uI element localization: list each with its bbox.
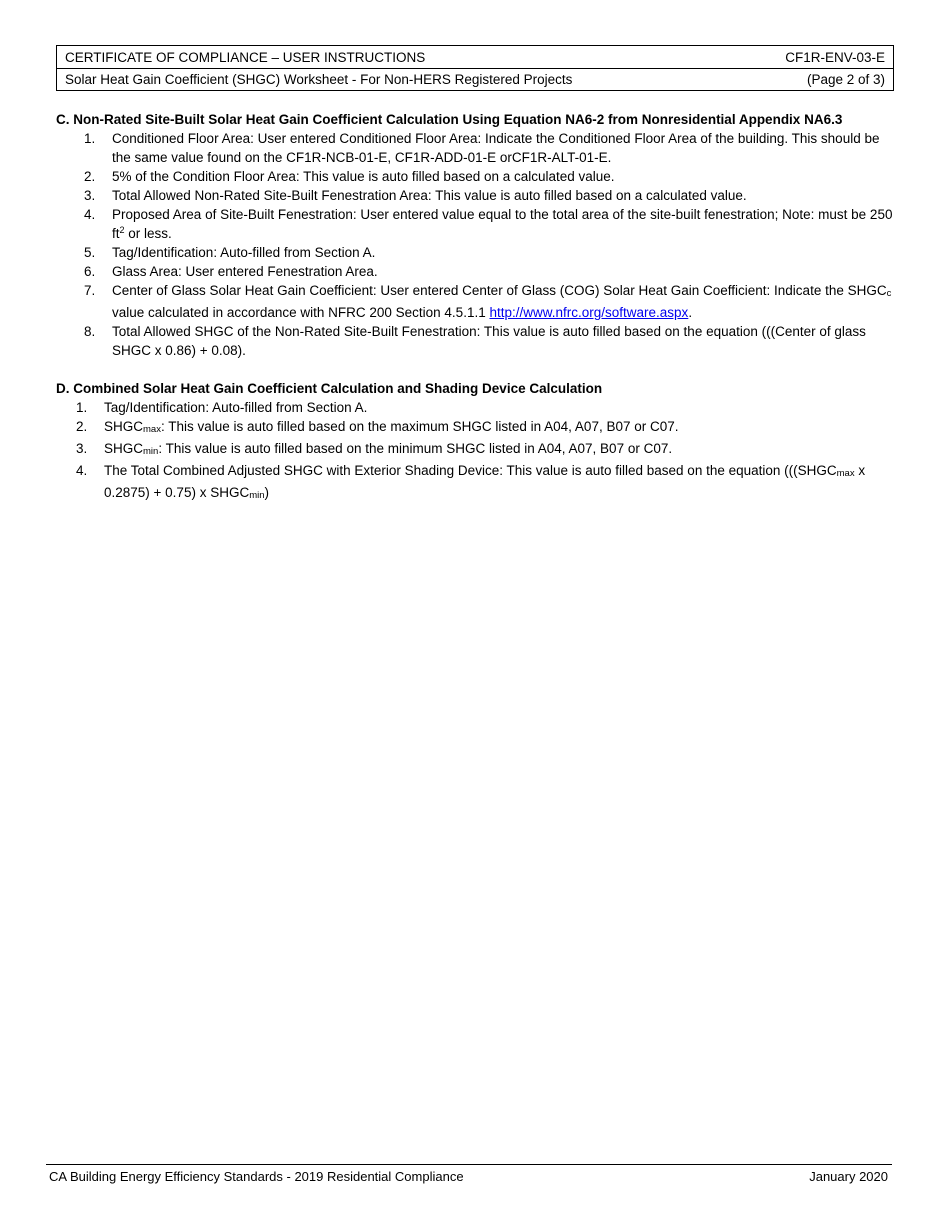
document-body: [56, 110, 896, 505]
list-item: [56, 205, 896, 243]
item-number: 8.: [84, 324, 96, 339]
subscript: min: [249, 490, 265, 501]
header-row-title: [57, 46, 893, 68]
nfrc-software-link[interactable]: http://www.nfrc.org/software.aspx: [489, 305, 689, 320]
list-item: [56, 167, 896, 186]
page-footer: [46, 1164, 892, 1184]
list-item: [56, 262, 896, 281]
item-number: 5.: [84, 245, 96, 260]
item-text: SHGC: [104, 441, 144, 456]
item-text: Center of Glass Solar Heat Gain Coefficient: User entered Center of Glass (COG) Solar Heat Gain Coefficient: Indicate the SHGC: [112, 283, 887, 298]
footer-standards: CA Building Energy Efficiency Standards - 2019 Residential Compliance: [49, 1169, 464, 1184]
section-c-list: [56, 129, 896, 360]
item-text-cont: x 0.2875) + 0.75) x SHGC: [104, 463, 866, 500]
subscript: max: [836, 468, 855, 479]
form-subtitle: Solar Heat Gain Coefficient (SHGC) Worksheet - For Non-HERS Registered Projects: [65, 72, 573, 87]
superscript: 2: [119, 225, 125, 235]
item-number: 3.: [84, 188, 96, 203]
footer-date: January 2020: [809, 1169, 888, 1184]
item-text-end: .: [688, 305, 693, 320]
item-number: 1.: [76, 400, 88, 415]
page-number: (Page 2 of 3): [806, 72, 885, 87]
list-item: [56, 398, 896, 417]
item-text: Total Allowed Non-Rated Site-Built Fenestration Area: This value is auto filled based on a calculated value.: [112, 188, 747, 203]
list-item: [56, 281, 896, 322]
subscript: c: [886, 288, 892, 299]
item-text-cont: or less.: [124, 226, 172, 241]
item-number: 2.: [84, 169, 96, 184]
item-number: 4.: [76, 463, 88, 478]
item-number: 2.: [76, 419, 88, 434]
list-item: [56, 322, 896, 360]
item-text-cont: : This value is auto filled based on the maximum SHGC listed in A04, A07, B07 or C07.: [160, 419, 679, 434]
form-title: CERTIFICATE OF COMPLIANCE – USER INSTRUCTIONS: [65, 49, 426, 65]
item-text-cont: value calculated in accordance with NFRC 200 Section 4.5.1.1: [112, 305, 490, 320]
item-text: The Total Combined Adjusted SHGC with Exterior Shading Device: This value is auto filled based on the equation (((SHGC: [104, 463, 837, 478]
item-text: Proposed Area of Site-Built Fenestration: User entered value equal to the total area of the site-built fenestration; Note: must be 250 ft: [112, 207, 893, 241]
section-c-heading: C. Non-Rated Site-Built Solar Heat Gain Coefficient Calculation Using Equation NA6-2 from Nonresidential Appendix NA6.3: [56, 112, 843, 127]
section-d-list: [56, 398, 896, 505]
item-text: Tag/Identification: Auto-filled from Section A.: [104, 400, 368, 415]
item-text-cont: : This value is auto filled based on the minimum SHGC listed in A04, A07, B07 or C07.: [158, 441, 673, 456]
item-text: Tag/Identification: Auto-filled from Section A.: [112, 245, 376, 260]
item-number: 3.: [76, 441, 88, 456]
list-item: [56, 186, 896, 205]
list-item: [56, 417, 896, 439]
subscript: min: [143, 446, 159, 457]
item-text: 5% of the Condition Floor Area: This value is auto filled based on a calculated value.: [112, 169, 615, 184]
form-code: CF1R-ENV-03-E: [785, 49, 885, 65]
item-number: 6.: [84, 264, 96, 279]
list-item: [56, 243, 896, 262]
section-d-heading: D. Combined Solar Heat Gain Coefficient Calculation and Shading Device Calculation: [56, 381, 603, 396]
item-number: 1.: [84, 131, 96, 146]
item-number: 7.: [84, 283, 96, 298]
item-text: Total Allowed SHGC of the Non-Rated Site-Built Fenestration: This value is auto filled based on the equation (((Center of glass SHGC x 0.86) + 0.08).: [112, 324, 866, 358]
list-item: [56, 461, 896, 505]
list-item: [56, 439, 896, 461]
item-text: SHGC: [104, 419, 144, 434]
item-text-end: ): [264, 485, 270, 500]
item-text: Glass Area: User entered Fenestration Area.: [112, 264, 378, 279]
subscript: max: [143, 424, 161, 435]
header-row-subtitle: [57, 68, 893, 90]
list-item: [56, 129, 896, 167]
item-number: 4.: [84, 207, 96, 222]
header-table: [56, 45, 894, 91]
item-text: Conditioned Floor Area: User entered Conditioned Floor Area: Indicate the Conditioned Floor Area of the building. This should be the same value found on the CF1R-NCB-01-E, CF1R-ADD-01-E orCF1R-ALT-01-E.: [112, 131, 880, 165]
